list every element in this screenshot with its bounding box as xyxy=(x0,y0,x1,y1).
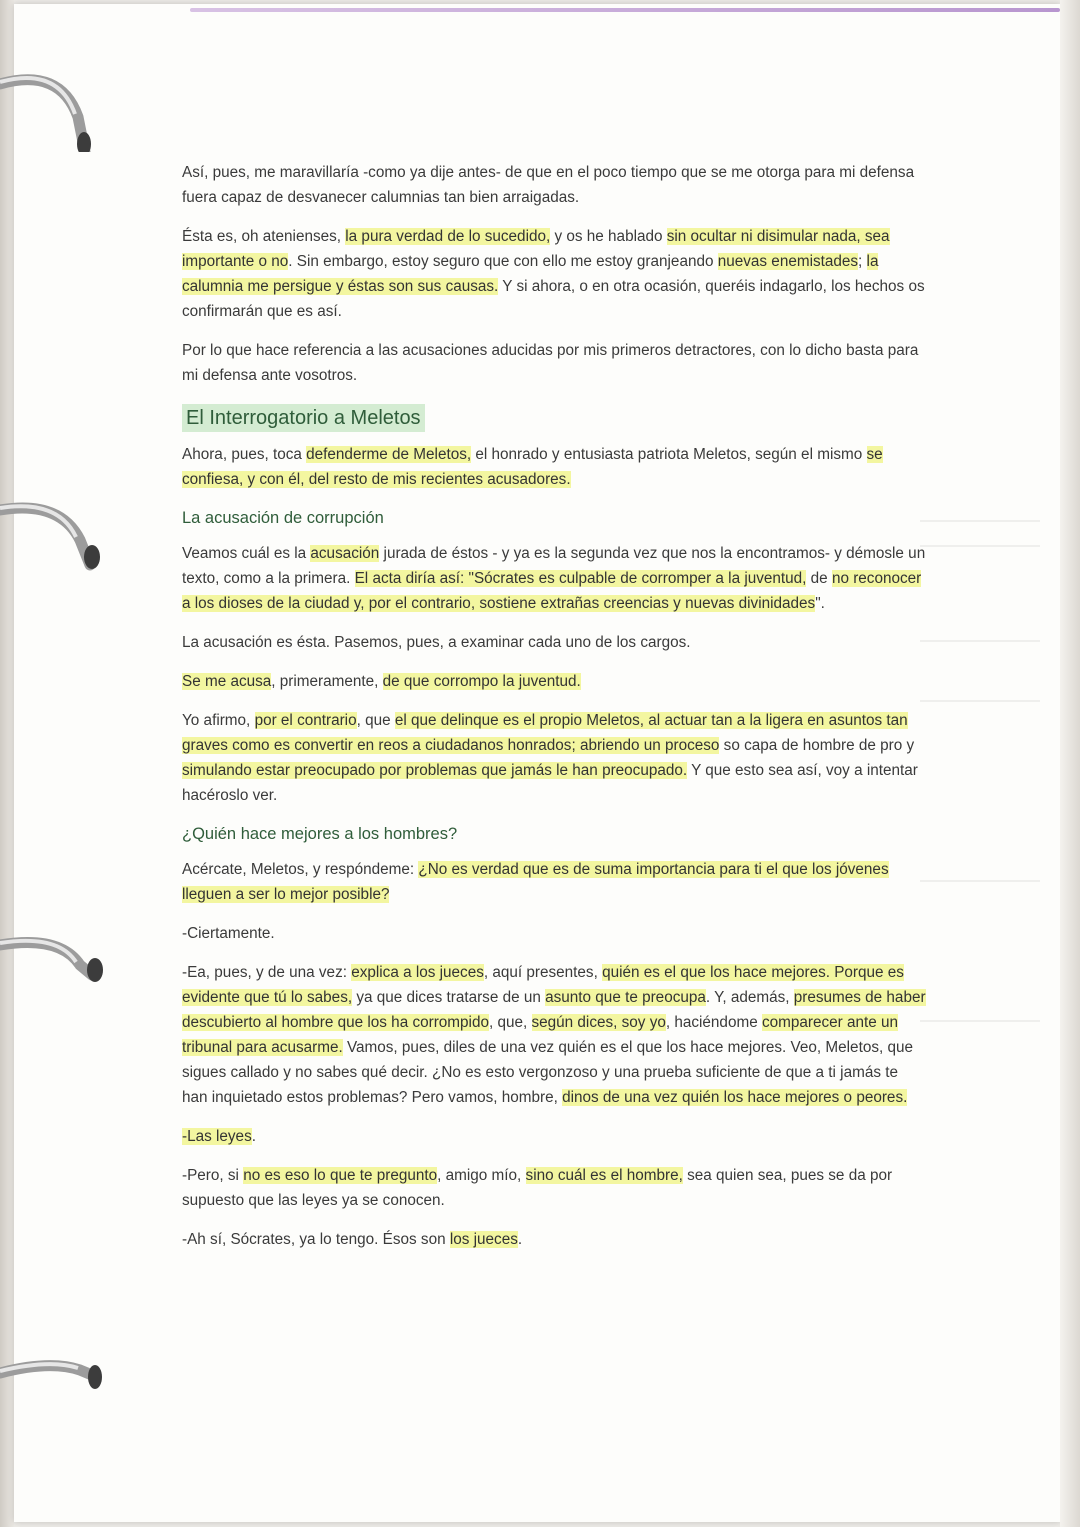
text: el honrado y entusiasta patriota Meletos, según el mismo xyxy=(471,446,867,463)
page-edge-left xyxy=(0,0,14,1527)
highlight: se confiesa, y con él, del resto de mis recientes acusadores. xyxy=(182,446,883,488)
highlight: asunto que te preocupa xyxy=(545,989,706,1006)
text: Acércate, Meletos, y respóndeme: xyxy=(182,861,419,878)
binder-ring-icon xyxy=(0,1355,110,1445)
text: so capa de hombre de pro y xyxy=(719,737,915,754)
paragraph xyxy=(182,630,927,655)
text: . xyxy=(517,1231,523,1248)
paragraph-text: -Ciertamente. xyxy=(182,925,275,942)
section-heading: El Interrogatorio a Meletos xyxy=(182,404,425,432)
highlight: simulando estar preocupado por problemas que jamás le han preocupado. xyxy=(182,762,688,779)
text: Y que esto sea así, voy a intentar hacéroslo ver. xyxy=(182,762,918,804)
page-edge-right xyxy=(1060,0,1080,1527)
text: ". xyxy=(815,595,825,612)
bleed-through-line xyxy=(920,1020,1040,1022)
text: -Ah sí, Sócrates, ya lo tengo. Ésos son xyxy=(182,1231,450,1248)
highlight: de que corrompo la juventud. xyxy=(382,673,581,690)
highlight: la pura verdad de lo sucedido, xyxy=(345,228,551,245)
bleed-through-line xyxy=(920,700,1040,702)
bleed-through-line xyxy=(920,545,1040,547)
text: , amigo mío, xyxy=(437,1167,526,1184)
text: ya que dices tratarse de un xyxy=(352,989,546,1006)
text: . Y, además, xyxy=(705,989,794,1006)
text: de xyxy=(806,570,832,587)
subsection-heading: ¿Quién hace mejores a los hombres? xyxy=(182,825,458,843)
highlight: por el contrario xyxy=(254,712,357,729)
binder-ring-icon xyxy=(0,62,110,152)
highlight: defenderme de Meletos, xyxy=(306,446,472,463)
binder-divider-line xyxy=(190,8,1060,12)
text: y os he hablado xyxy=(550,228,667,245)
bleed-through-line xyxy=(920,880,1040,882)
highlight: explica a los jueces xyxy=(351,964,484,981)
highlight: -Las leyes xyxy=(182,1128,252,1145)
paragraph xyxy=(182,708,927,808)
highlight: la calumnia me persigue y éstas son sus causas. xyxy=(182,253,879,295)
highlight: ¿No es verdad que es de suma importancia para ti el que los jóvenes lleguen a ser lo mejor posible? xyxy=(182,861,889,903)
text: Vamos, pues, diles de una vez quién es el que los hace mejores. Veo, Meletos, que sigues callado y no sabes qué decir. ¿No es esto vergonzoso y una prueba suficiente de que a ti jamás te han inquietado estos problemas? Pero vamos, hombre, xyxy=(182,1039,913,1106)
text: , que, xyxy=(488,1014,532,1031)
paragraph xyxy=(182,338,927,388)
highlight: El acta diría así: "Sócrates es culpable de corromper a la juventud, xyxy=(354,570,807,587)
bleed-through-line xyxy=(920,640,1040,642)
paragraph-text: La acusación es ésta. Pasemos, pues, a examinar cada uno de los cargos. xyxy=(182,634,691,651)
paragraph xyxy=(182,1124,927,1149)
text: , primeramente, xyxy=(271,673,383,690)
highlight: nuevas enemistades xyxy=(717,253,859,270)
paragraph xyxy=(182,541,927,616)
highlight: según dices, soy yo xyxy=(531,1014,666,1031)
paragraph xyxy=(182,960,927,1110)
highlight: comparecer ante un tribunal para acusarme. xyxy=(182,1014,899,1056)
highlight: presumes de haber descubierto al hombre que los ha corrompido xyxy=(182,989,926,1031)
paragraph xyxy=(182,442,927,492)
text: ; xyxy=(858,253,867,270)
highlight: sino cuál es el hombre, xyxy=(525,1167,683,1184)
text: Ésta es, oh atenienses, xyxy=(182,228,346,245)
text: . Sin embargo, estoy seguro que con ello me estoy granjeando xyxy=(288,253,718,270)
paragraph-text: Así, pues, me maravillaría -como ya dije antes- de que en el poco tiempo que se me otorga para mi defensa fuera capaz de desvanecer calumnias tan bien arraigadas. xyxy=(182,164,915,206)
paragraph-text: Por lo que hace referencia a las acusaciones aducidas por mis primeros detractores, con lo dicho basta para mi defensa ante vosotros. xyxy=(182,342,919,384)
text: Yo afirmo, xyxy=(182,712,255,729)
paragraph xyxy=(182,224,927,324)
binder-ring-icon xyxy=(0,930,110,1020)
paragraph xyxy=(182,160,927,210)
paragraph xyxy=(182,1227,927,1252)
highlight: los jueces xyxy=(449,1231,518,1248)
text: , haciéndome xyxy=(665,1014,762,1031)
highlight: dinos de una vez quién los hace mejores o peores. xyxy=(562,1089,908,1106)
text: . xyxy=(251,1128,256,1145)
text: Ahora, pues, toca xyxy=(182,446,307,463)
highlight: el que delinque es el propio Meletos, al actuar tan a la ligera en asuntos tan graves como es convertir en reos a ciudadanos honrados; abriendo un proceso xyxy=(182,712,908,754)
highlight: sin ocultar ni disimular nada, sea importante o no xyxy=(182,228,890,270)
highlight: no reconocer a los dioses de la ciudad y, por el contrario, sostiene extrañas creencias y nuevas divinidades xyxy=(182,570,922,612)
paragraph xyxy=(182,669,927,694)
highlight: quién es el que los hace mejores. Porque es evidente que tú lo sabes, xyxy=(182,964,904,1006)
text: jurada de éstos - y ya es la segunda vez que nos la encontramos- y démosle un texto, como a la primera. xyxy=(182,545,926,587)
text: sea quien sea, pues se da por supuesto que las leyes ya se conocen. xyxy=(182,1167,893,1209)
highlight: Se me acusa xyxy=(182,673,272,690)
highlight: acusación xyxy=(310,545,380,562)
text: , aquí presentes, xyxy=(483,964,603,981)
paragraph xyxy=(182,857,927,907)
text: -Pero, si xyxy=(182,1167,244,1184)
document-body xyxy=(182,160,927,1266)
text: , que xyxy=(356,712,395,729)
text: Y si ahora, o en otra ocasión, queréis indagarlo, los hechos os confirmarán que es así. xyxy=(182,278,925,320)
paragraph xyxy=(182,921,927,946)
text: -Ea, pues, y de una vez: xyxy=(182,964,352,981)
binder-ring-icon xyxy=(0,495,110,585)
bleed-through-line xyxy=(920,520,1040,522)
paragraph xyxy=(182,1163,927,1213)
text: Veamos cuál es la xyxy=(182,545,311,562)
subsection-heading: La acusación de corrupción xyxy=(182,509,384,527)
highlight: no es eso lo que te pregunto xyxy=(243,1167,438,1184)
